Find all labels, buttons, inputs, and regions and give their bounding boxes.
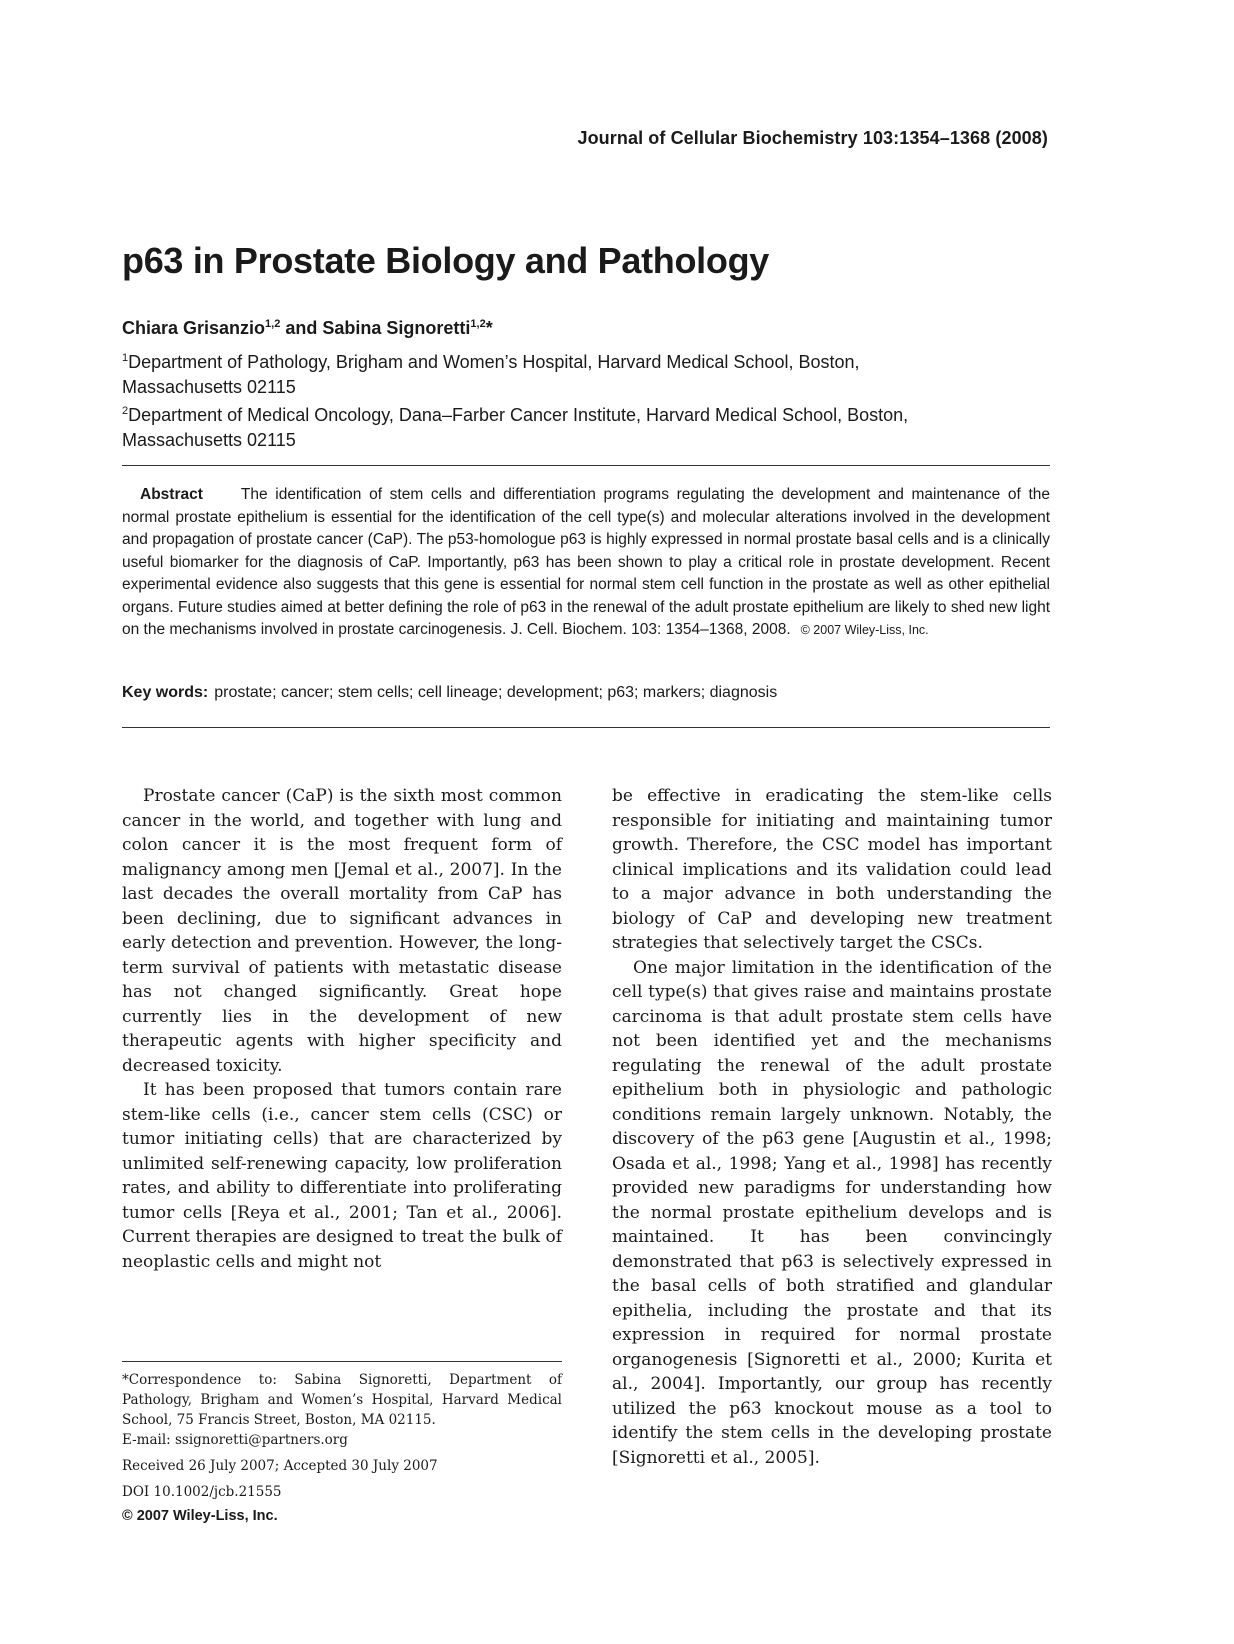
- abstract-top-divider: [122, 465, 1050, 466]
- keywords: [122, 684, 777, 702]
- affiliation: [122, 346, 982, 399]
- article-title: p63 in Prostate Biology and Pathology: [122, 240, 769, 281]
- author-affiliation-sup: 1,2: [265, 318, 281, 330]
- author-name: Chiara Grisanzio: [122, 318, 266, 338]
- body-column-right: [612, 784, 1052, 1470]
- journal-citation: Journal of Cellular Biochemistry 103:1354–1368 (2008): [577, 128, 1048, 148]
- abstract-bottom-divider: [122, 727, 1050, 728]
- keywords-label: Key words:: [122, 684, 209, 701]
- footnote: [122, 1370, 562, 1502]
- received-dates: Received 26 July 2007; Accepted 30 July 2007: [122, 1458, 438, 1474]
- body-paragraph: Prostate cancer (CaP) is the sixth most common cancer in the world, and together with lung and colon cancer it is the most frequent form of malignancy among men [Jemal et al., 2007]. In the last decades the overall mortality from CaP has been declining, due to significant advances in early detection and prevention. However, the long-term survival of patients with metastatic disease has not changed significantly. Great hope currently lies in the development of new therapeutic agents with higher specificity and decreased toxicity.: [122, 786, 562, 1076]
- body-paragraph: It has been proposed that tumors contain rare stem-like cells (i.e., cancer stem cells (CSC) or tumor initiating cells) that are characterized by unlimited self-renewing capacity, low proliferation rates, and ability to differentiate into proliferating tumor cells [Reya et al., 2001; Tan et al., 2006]. Current therapies are designed to treat the bulk of neoplastic cells and might not: [122, 1080, 562, 1272]
- correspondence-note: *Correspondence to: Sabina Signoretti, Department of Pathology, Brigham and Women’s Hospital, Harvard Medical School, 75 Francis Street, Boston, MA 02115.: [122, 1372, 562, 1428]
- publisher-copyright: © 2007 Wiley-Liss, Inc.: [122, 1508, 278, 1524]
- doi: DOI 10.1002/jcb.21555: [122, 1484, 282, 1500]
- corresponding-author-mark: *: [485, 318, 493, 338]
- footnote-divider: [122, 1361, 562, 1362]
- abstract-copyright: © 2007 Wiley-Liss, Inc.: [800, 623, 929, 637]
- author-name: Sabina Signoretti: [322, 318, 471, 338]
- body-paragraph: One major limitation in the identification of the cell type(s) that gives raise and maintains prostate carcinoma is that adult prostate stem cells have not been identified yet and the mechanisms regulating the renewal of the adult prostate epithelium both in physiologic and pathologic conditions remain largely unknown. Notably, the discovery of the p63 gene [Augustin et al., 1998; Osada et al., 1998; Yang et al., 1998] has recently provided new paradigms for understanding how the normal prostate epithelium develops and is maintained. It has been convincingly demonstrated that p63 is selectively expressed in the basal cells of both stratified and glandular epithelia, including the prostate and that its expression in required for normal prostate organogenesis [Signoretti et al., 2000; Kurita et al., 2004]. Importantly, our group has recently utilized the p63 knockout mouse as a tool to identify the stem cells in the developing prostate [Signoretti et al., 2005].: [612, 957, 1052, 1468]
- abstract-text: The identification of stem cells and differentiation programs regulating the development and maintenance of the normal prostate epithelium is essential for the identification of the cell type(s) and molecular alterations involved in the development and propagation of prostate cancer (CaP). The p53-homologue p63 is highly expressed in normal prostate basal cells and is a clinically useful biomarker for the diagnosis of CaP. Importantly, p63 has been shown to play a critical role in prostate development. Recent experimental evidence also suggests that this gene is essential for normal stem cell function in the prostate as well as other epithelial organs. Future studies aimed at better defining the role of p63 in the renewal of the adult prostate epithelium are likely to shed new light on the mechanisms involved in prostate carcinogenesis. J. Cell. Biochem. 103: 1354–1368, 2008.: [122, 486, 1050, 638]
- affiliation-number: 1: [122, 352, 129, 364]
- correspondence-email: E-mail: ssignoretti@partners.org: [122, 1432, 348, 1448]
- author-affiliation-sup: 1,2: [470, 318, 486, 330]
- affiliation-text: Department of Medical Oncology, Dana–Farber Cancer Institute, Harvard Medical School, Boston, Massachusetts 02115: [122, 405, 909, 450]
- author-line: [122, 318, 493, 339]
- abstract-label: Abstract: [140, 486, 203, 503]
- author-conjunction: and: [285, 318, 318, 338]
- keywords-text: prostate; cancer; stem cells; cell lineage; development; p63; markers; diagnosis: [214, 684, 778, 701]
- affiliation-text: Department of Pathology, Brigham and Women’s Hospital, Harvard Medical School, Boston, Massachusetts 02115: [122, 352, 860, 397]
- body-paragraph: be effective in eradicating the stem-like cells responsible for initiating and maintaining tumor growth. Therefore, the CSC model has important clinical implications and its validation could lead to a major advance in both understanding the biology of CaP and developing new treatment strategies that selectively target the CSCs.: [612, 786, 1052, 953]
- body-column-left: [122, 784, 562, 1274]
- affiliations: [122, 346, 982, 452]
- affiliation-number: 2: [122, 405, 129, 417]
- abstract: [122, 484, 1050, 642]
- affiliation: [122, 399, 982, 452]
